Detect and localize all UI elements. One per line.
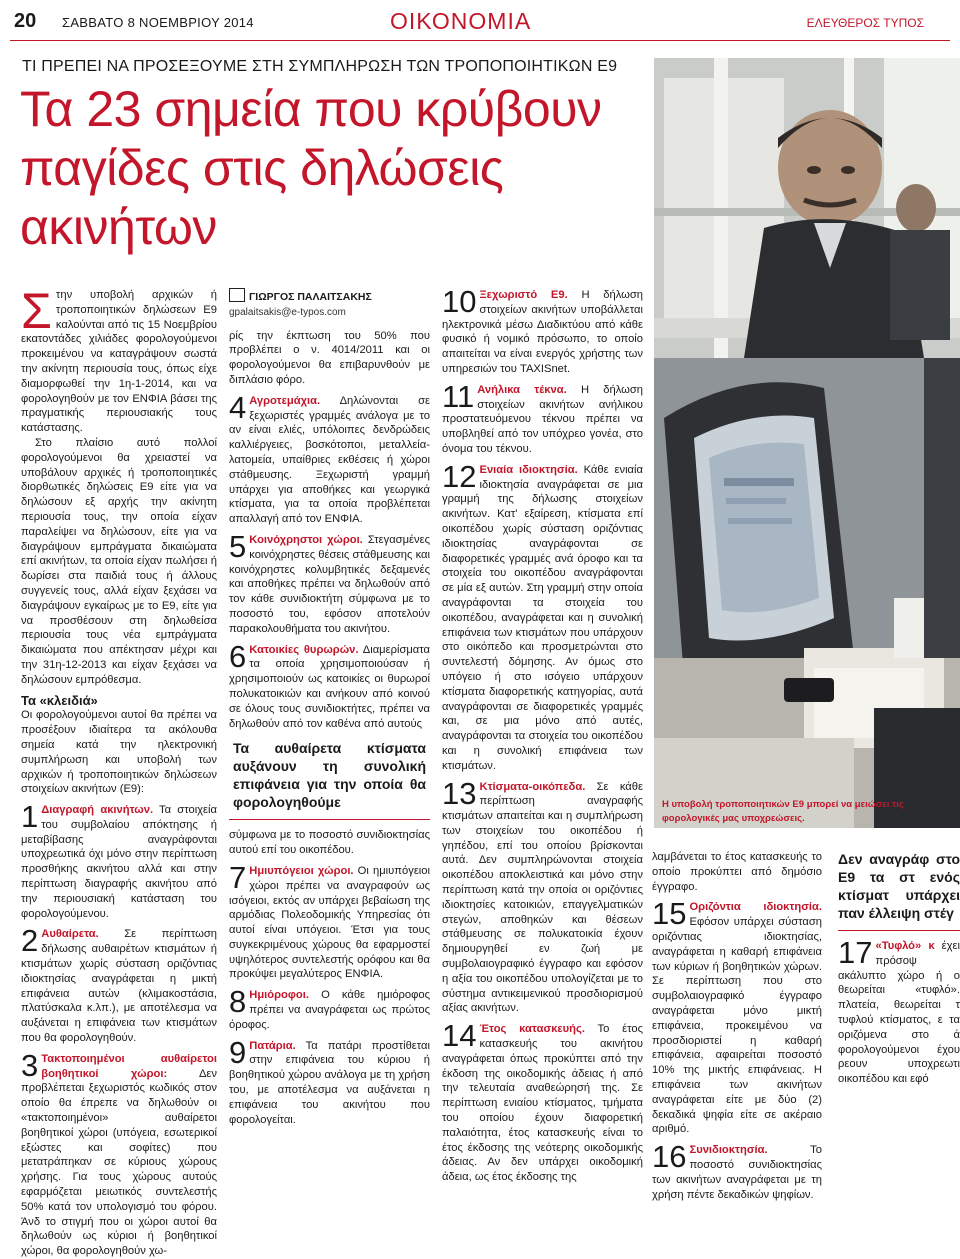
item-title: Αγροτεμάχια. — [249, 394, 321, 407]
item-title: Κατοικίες θυρωρών. — [249, 643, 359, 656]
item-number: 6 — [229, 642, 247, 674]
header-rule — [10, 40, 950, 41]
item-number: 16 — [652, 1143, 687, 1175]
divider — [229, 819, 430, 820]
item-text: Οι ημιυπόγειοι χώροι πρέπει να αναγραφούν ως ισόγειοι, εκτός αν υπάρχει βεβαίωση της αρμόδιας Πολεοδομικής Υπηρεσίας ότι αυτοί είναι υπόγειοι. Έτσι για τους συγκεκριμένους χώρους θα εφαρμοστεί υψηλότερος συντελεστής ορόφου και θα προκύψει μεγαλύτερος ΕΝΦΙΑ. — [229, 864, 430, 981]
item-text: Δεν προβλέπεται ξεχωριστός κωδικός στον οποίο θα έπρεπε να δηλωθούν οι «τακτοποιημένοι» αυθαίρετοι βοηθητικοί χώροι (υπόγεια, εσωτερικοί εξώστες και σοφίτες) που μετατράπηκαν σε κύριους χώρους χρήσης. Για τους χώρους αυτούς εφαρμόζεται μειωτικός συντελεστής 50% κατά τον υπολογισμό του φόρου. Άνδ το στιγμή που οι χώροι αυτοί θα δηλωθούν ως κύριοι ή βοηθητικοί χώροι, θα φορολογηθούν χω- — [21, 1067, 217, 1258]
item-text: Κάθε ενιαία ιδιοκτησία αναγράφεται σε μια γραμμή της δήλωσης στοιχείων ακινήτων. Κατ' εξαίρεση, κτίσματα επί οικοπέδου χωρίς σύσταση οριζόντιας ιδιοκτησίας αναγράφονται σε διαφορετικές γραμμές ανά όροφο και τα στοιχεία του οικοπέδου αναγράφονται σε μία εξ αυτών. Στη γραμμή στην οποία αναγράφονται τα στοιχεία του οικοπέδου, αναγράφεται και η συνολική επιφάνεια των κτισμάτων που υπάρχουν στο οικόπεδο και προσμετρώνται στο συντελεστή δόμησης. Αν όμως στο υπόγειο ή στο ισόγειο υπάρχουν κτίσματα διαφορετικής κατηγορίας, αυτά αναγράφονται σε διαφορετικές γραμμές και, σε μια μόνο από αυτές, αναγράφονται τα στοιχεία του οικοπέδου και η συνολική επιφάνεια των κτισμάτων. — [442, 463, 643, 772]
article-column-1 — [21, 283, 217, 1259]
item-text: Διαμερίσματα τα οποία χρησιμοποιούσαν ή χρησιμοποιούν ως κατοικίες οι θυρωροί πολυκατοικιών και ανήκουν από κοινού σε όλους τους συνιδιοκτήτες, πρέπει να δηλωθούν από τον καθένα από αυτούς — [229, 643, 430, 730]
list-item — [229, 864, 430, 982]
list-item — [229, 988, 430, 1032]
item-number: 4 — [229, 393, 247, 425]
issue-date: ΣΑΒΒΑΤΟ 8 ΝΟΕΜΒΡΙΟΥ 2014 — [62, 15, 254, 30]
item-title: Τακτοποιημένοι αυθαίρετοι βοηθητικοί χώροι: — [41, 1052, 217, 1080]
body-paragraph: Οι φορολογούμενοι αυτοί θα πρέπει να προσέξουν ιδιαίτερα τα ακόλουθα σημεία κατά την ηλεκτρονική συμπλήρωση και υποβολή των αρχικών ή τροποποιητικών δηλώσεων στοιχείων ακινήτων (Ε9): — [21, 709, 217, 796]
list-item — [442, 780, 643, 1017]
article-photo — [654, 58, 960, 828]
item-number: 9 — [229, 1038, 247, 1070]
item-text: Στεγασμένες κοινόχρηστες θέσεις στάθμευσης και κοινόχρηστες κολυμβητικές δεξαμενές και αποθήκες πρέπει να δηλωθούν από τον κάθε συνιδιοκτήτη σύμφωνα με το ποσοστό του, εφόσον αποτελούν παρακολουθήματα του ακινήτου. — [229, 533, 430, 635]
item-text: Δηλώνονται σε ξεχωριστές γραμμές ανάλογα με το αν είναι ελιές, υπόλοιπες δενδρώδεις καλλιέργειες, βοσκότοποι, μεταλλεία-λατομεία, υπαίθριες εκθέσεις ή χώροι στάθμευσης. Ξεχωριστή γραμμή υπάρχει για αποθήκες και γεωργικά κτίσματα, για τα οποία προβλέπεται απαλλαγή από τον ΕΝΦΙΑ. — [229, 394, 430, 526]
list-item — [652, 900, 822, 1137]
office-photo-illustration — [654, 58, 960, 828]
item-title: Ξεχωριστό Ε9. — [479, 289, 568, 301]
body-paragraph: σύμφωνα με το ποσοστό συνιδιοκτησίας αυτού επί του οικοπέδου. — [229, 829, 430, 857]
item-number: 15 — [652, 900, 687, 932]
item-title: Έτος κατασκευής. — [479, 1023, 585, 1036]
pull-quote: Τα αυθαίρετα κτίσματα αυξάνουν τη συνολική επιφάνεια για την οποία θα φορολογηθούμε — [233, 740, 426, 811]
section-title: ΟΙΚΟΝΟΜΙΑ — [390, 8, 532, 34]
author-name: ΓΙΩΡΓΟΣ ΠΑΛΑΙΤΣΑΚΗΣ — [249, 291, 372, 303]
body-paragraph: λαμβάνεται το έτος κατασκευής το οποίο προκύπτει από δημόσιο έγγραφο. — [652, 851, 822, 893]
item-text: Τα στοιχεία του συμβολαίου απόκτησης ή μεταβίβασης αναγράφονται υποχρεωτικά όχι μόνο στην περίπτωση προσθήκης ακινήτου αλλά και στην περίπτωση διαγραφής ακινήτου από την περιουσιακή κατάσταση του φορολογούμενου. — [21, 804, 217, 920]
item-text: Η δήλωση στοιχείων ακινήτων υποβάλλεται ηλεκτρονικά μέσω Διαδικτύου από κάθε φυσικό ή νομικό πρόσωπο, το οποίο απαιτείται να είναι ενεργός χρήστης των υπηρεσιών του TAXISnet. — [442, 289, 643, 375]
byline — [229, 288, 430, 321]
subheading: Τα «κλειδιά» — [21, 692, 98, 708]
page-header — [0, 0, 960, 48]
item-title: Αυθαίρετα. — [41, 928, 99, 941]
list-item — [652, 1143, 822, 1202]
article-column-4 — [652, 850, 822, 1202]
photo-caption: Η υποβολή τροποποιητικών Ε9 μπορεί να μειώσει τις φορολογικές μας υποχρεώσεις. — [662, 799, 904, 824]
item-number: 14 — [442, 1022, 477, 1054]
list-item — [229, 394, 430, 527]
article-headline: Τα 23 σημεία που κρύβουν παγίδες στις δηλώσεις ακινήτων — [20, 81, 602, 255]
lead-paragraph: την υποβολή αρχικών ή τροποποιητικών δηλώσεων Ε9 καλούνται από τις 15 Νοεμβρίου εκατοντάδες χιλιάδες φορολογούμενοι προκειμένου να καταγράψουν σωστά την ακίνητη περιουσία τους, όπως είχε διαμορφωθεί την 1η-1-2014, και να φορολογηθούν με τον ΕΝΦΙΑ βάσει της πραγματικής περιουσιακής τους κατάστασης. — [21, 289, 217, 435]
item-number: 10 — [442, 288, 477, 319]
item-title: Ανήλικα τέκνα. — [477, 383, 567, 396]
item-number: 13 — [442, 779, 477, 811]
item-title: Κτίσματα-οικόπεδα. — [479, 780, 586, 793]
item-title: Συνιδιοκτησία. — [689, 1144, 768, 1157]
side-quote: Δεν αναγράφ στο Ε9 τα στ ενός κτίσματ υπάρχει παν έλλειψη στέγ — [838, 851, 960, 921]
item-number: 2 — [21, 927, 39, 959]
item-text: Ο κάθε ημιόροφος πρέπει να αναγράφεται ως πρώτος όροφος. — [229, 989, 430, 1031]
article-kicker: ΤΙ ΠΡΕΠΕΙ ΝΑ ΠΡΟΣΕΞΟΥΜΕ ΣΤΗ ΣΥΜΠΛΗΡΩΣΗ ΤΩΝ ΤΡΟΠΟΠΟΙΗΤΙΚΩΝ Ε9 — [22, 58, 618, 75]
body-paragraph: ρίς την έκπτωση του 50% που προβλέπει ο ν. 4014/2011 και οι φορολογούμενοι θα επιβαρυνθούν με διπλάσιο φόρο. — [229, 329, 430, 386]
item-number: 8 — [229, 988, 247, 1020]
list-item — [229, 1039, 430, 1128]
item-text: έχει πρόσοψ ακάλυπτο χώρο ή ο θεωρείται «τυφλό». πλατεία, θεωρείται τ τυφλού κτίσματος, ε τα οριζόμενα στο ά φορολογούμενοι έχου ρεουν υποχρεωτι οικοπέδου και εφό — [838, 940, 960, 1086]
item-number: 3 — [21, 1051, 39, 1083]
item-title: Κοινόχρηστοι χώροι. — [249, 533, 363, 546]
item-number: 5 — [229, 532, 247, 564]
item-number: 1 — [21, 803, 39, 835]
list-item — [442, 288, 643, 377]
list-item — [442, 463, 643, 774]
item-title: Διαγραφή ακινήτων. — [41, 804, 154, 817]
item-text: Σε περίπτωση δήλωσης αυθαιρέτων κτισμάτων ή κτισμάτων χωρίς σύσταση οριζόντιας ιδιοκτησίας αναγράφεται η μικτή επιφάνεια αυτών (κλιμακοστάσια, πλατύσκαλα κ.λπ.), με αποτέλεσμα να αυξάνεται η επιφάνεια των κτισμάτων που θα φορολογηθούν. — [21, 928, 217, 1045]
item-number: 11 — [442, 382, 475, 414]
page-number: 20 — [14, 10, 37, 32]
item-number: 7 — [229, 863, 247, 895]
list-item — [442, 1022, 643, 1185]
item-title: Ημιυπόγειοι χώροι. — [249, 864, 354, 877]
item-title: Οριζόντια ιδιοκτησία. — [689, 901, 822, 914]
list-item — [21, 927, 217, 1045]
item-text: Το ποσοστό συνιδιοκτησίας των ακινήτων αναγράφεται με τη χρήση πέντε δεκαδικών ψηφίων. — [652, 1144, 822, 1201]
item-number: 12 — [442, 462, 477, 494]
article-column-5 — [838, 850, 960, 1087]
list-item — [21, 803, 217, 921]
item-text: Εφόσον υπάρχει σύσταση οριζόντιας ιδιοκτησίας, αναγράφεται η καθαρή επιφάνεια των κύριων ή βοηθητικών χώρων. Σε περίπτωση που στο συμβολαιογραφικό έγγραφο αναγράφεται μόνο μικτή επιφάνεια, προκειμένου να προσδιοριστεί η καθαρή επιφάνεια, αφαιρείται ποσοστό 10% της μικτής επιφάνειας. Η επιφάνεια των ακινήτων αναγράφεται είτε με δύο (2) δεκαδικά ψηφία είτε σε ακέραιο αριθμό. — [652, 916, 822, 1136]
drop-cap: Σ — [21, 283, 52, 339]
newspaper-name: ΕΛΕΥΘΕΡΟΣ ΤΥΠΟΣ — [806, 16, 924, 30]
pen-icon — [229, 288, 245, 302]
item-number: 17 — [838, 939, 873, 970]
item-text: Η δήλωση στοιχείων ακινήτων ανήλικου προστατευόμενου τέκνου πρέπει να υποβληθεί από τον υπόχρεο γονέα, στο όνομα του τέκνου. — [442, 383, 643, 455]
item-text: Τα πατάρι προστίθεται στην επιφάνεια του κύριου ή βοηθητικού χώρου ανάλογα με τη χρήση του, με αποτέλεσμα να αυξάνεται η επιφάνεια του ακινήτου που φορολογείται. — [229, 1039, 430, 1126]
divider — [838, 930, 960, 931]
article-column-3 — [442, 288, 643, 1185]
article-column-2 — [229, 288, 430, 1127]
item-title: Ημιόροφοι. — [249, 989, 309, 1002]
list-item — [442, 383, 643, 457]
item-text: Σε κάθε περίπτωση αναγραφής κτισμάτων απαιτείται και η συμπλήρωση των στοιχείων του οικοπέδου ή γηπέδου, επί του οποίου βρίσκονται αυτά. Δεν συμπληρώνονται στοιχεία οικοπέδου αποκλειστικά και μόνο στην περίπτωση κατά την οποία οι οριζόντιες ιδιοκτησίες κατοικιών, επαγγελματικών στεγών, αποθηκών και θέσεων στάθμευσης σε πολυκατοικία έχουν δημιουργηθεί εν ζωή με συμβολαιογραφικό έγγραφο και εφόσον η αξία του οικοπέδου υπολογίζεται με το σύστημα αντικειμενικού προσδιορισμού αξίας ακινήτων. — [442, 780, 643, 1015]
body-paragraph: Στο πλαίσιο αυτό πολλοί φορολογούμενοι θα χρειαστεί να υποβάλουν αρχικές ή τροποποιητικές διορθωτικές δηλώσεις Ε9 είτε για να δηλώσουν εξ αρχής την ακίνητη περιουσία τους, την οποία είχαν παραλείψει να δηλώσουν, είτε για να διαγράψουν εμπράγματα δικαιώματα επί ακινήτων, τα οποία είχαν πωλήσει ή δωρίσει στα παιδιά τους ή άλλους συγγενείς τους, αλλά είχαν ξεχάσει να διαγράψουν εγκαίρως με το Ε9, είτε για να προσθέσουν στη δηλωθείσα περιουσία τους νέα εμπράγματα δικαιώματα που απέκτησαν μέχρι και την 31η-12-2013 και είχαν ξεχάσει να δηλώσουν εμπρόθεσμα. — [21, 436, 217, 686]
list-item — [229, 533, 430, 637]
item-title: Ενιαία ιδιοκτησία. — [479, 463, 578, 476]
item-title: «Τυφλό» κ — [875, 940, 935, 952]
author-email[interactable]: gpalaitsakis@e-typos.com — [229, 306, 346, 318]
list-item — [21, 1052, 217, 1259]
list-item — [229, 643, 430, 732]
list-item — [838, 939, 960, 1087]
item-text: Το έτος κατασκευής του ακινήτου αναγράφεται όπως προκύπτει από την έκδοση της οικοδομικής άδειας ή από την τελευταία αναθεώρησή της. Σε περίπτωση ενιαίου κτίσματος, τμήματα του οποίου έχουν διαφορετική παλαιότητα, έτος κατασκευής είναι το έτος έκδοσης της νεότερης οικοδομικής άδειας. Αν δεν υπάρχει οικοδομική άδεια, ως έτος έκδοσης της — [442, 1023, 643, 1184]
item-title: Πατάρια. — [249, 1039, 296, 1052]
